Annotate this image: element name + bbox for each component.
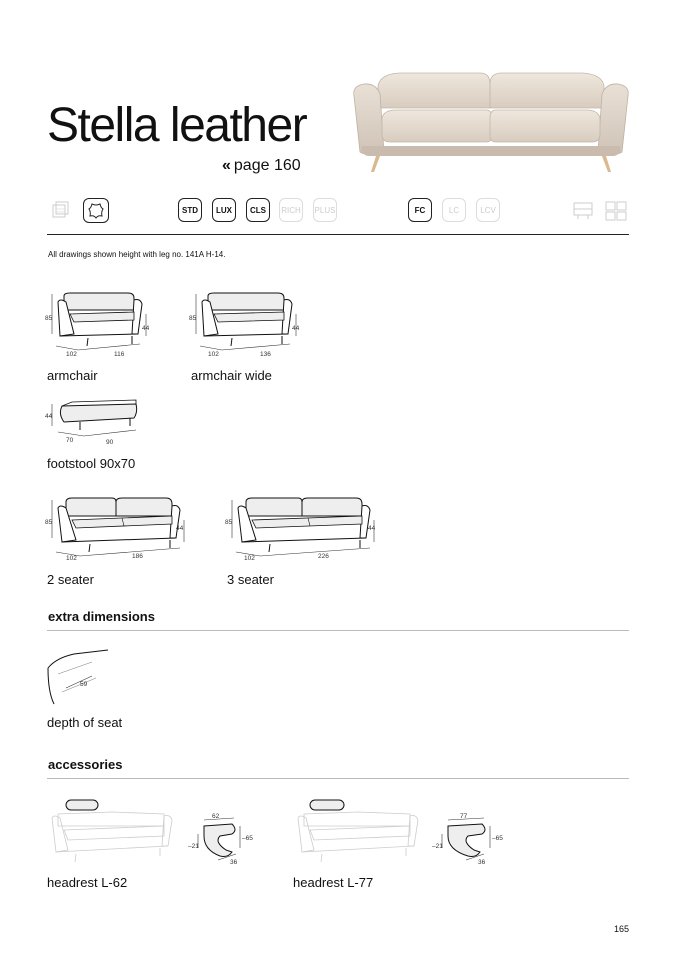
badge-lc: LC: [442, 198, 466, 222]
three-seater-seat-height: 44: [368, 525, 376, 532]
headrest-l62-height: –65: [242, 835, 253, 842]
badge-rich: RICH: [279, 198, 303, 222]
leather-hide-icon: [83, 198, 109, 223]
drawing-note: All drawings shown height with leg no. 141A H-14.: [48, 250, 226, 259]
badge-fc: FC: [408, 198, 432, 222]
header-divider: [47, 234, 629, 235]
armchair-depth: 102: [66, 351, 77, 358]
two-seater-depth: 102: [66, 555, 77, 562]
two-seater-drawing: [44, 494, 194, 564]
armchair-width: 116: [114, 351, 125, 358]
footstool-drawing: [44, 398, 144, 450]
armchair-label: armchair: [47, 368, 98, 383]
armchair-wide-width: 136: [260, 351, 271, 358]
headrest-l62-width: 62: [212, 813, 220, 820]
page-ref-arrows: «: [222, 157, 231, 174]
armchair-wide-seat-height: 44: [292, 325, 300, 332]
sofa-photo: [350, 66, 632, 176]
depth-of-seat-value: 59: [80, 681, 88, 688]
modules-icon: [603, 198, 629, 223]
extra-dimensions-divider: [47, 630, 629, 631]
footstool-label: footstool 90x70: [47, 456, 136, 471]
armchair-wide-height: 85: [189, 315, 197, 322]
footstool-depth: 70: [66, 437, 74, 444]
armchair-wide-label: armchair wide: [191, 368, 272, 383]
headrest-l62-sofa-drawing: [44, 796, 180, 866]
badge-lcv: LCV: [476, 198, 500, 222]
headrest-l77-height: –65: [492, 835, 503, 842]
headrest-l62-detail: [186, 812, 266, 868]
headrest-l77-detail: [432, 812, 516, 868]
headrest-l77-width: 77: [460, 813, 468, 820]
two-seater-width: 186: [132, 553, 143, 560]
armchair-drawing: [44, 290, 154, 358]
page-reference: [222, 156, 301, 176]
leather-sample-icon: [48, 198, 74, 223]
headrest-l77-depth: –21: [432, 843, 443, 850]
footstool-width: 90: [106, 439, 114, 446]
three-seater-depth: 102: [244, 555, 255, 562]
two-seater-seat-height: 44: [176, 525, 184, 532]
badge-std: STD: [178, 198, 202, 222]
armchair-wide-drawing: [188, 290, 308, 358]
badge-cls: CLS: [246, 198, 270, 222]
depth-of-seat-drawing: [44, 648, 114, 710]
three-seater-label: 3 seater: [227, 572, 274, 587]
armchair-height: 85: [45, 315, 53, 322]
two-seater-height: 85: [45, 519, 53, 526]
three-seater-width: 226: [318, 553, 329, 560]
armchair-seat-height: 44: [142, 325, 150, 332]
depth-of-seat-label: depth of seat: [47, 715, 123, 730]
headrest-l62-label: headrest L-62: [47, 875, 128, 890]
cover-icon: [570, 198, 596, 223]
badge-plus: PLUS: [313, 198, 337, 222]
headrest-l77-sofa-drawing: [290, 796, 426, 866]
accessories-heading: accessories: [48, 757, 123, 772]
footstool-height: 44: [45, 413, 53, 420]
headrest-l77-base: 36: [478, 859, 486, 866]
page-number: 165: [614, 924, 630, 934]
headrest-l62-depth: –21: [188, 843, 199, 850]
three-seater-drawing: [224, 494, 384, 564]
extra-dimensions-heading: extra dimensions: [48, 609, 155, 624]
accessories-divider: [47, 778, 629, 779]
page-ref-text: page 160: [233, 157, 301, 174]
headrest-l62-base: 36: [230, 859, 238, 866]
badge-lux: LUX: [212, 198, 236, 222]
page-title: Stella leather: [47, 99, 307, 152]
armchair-wide-depth: 102: [208, 351, 219, 358]
three-seater-height: 85: [225, 519, 233, 526]
headrest-l77-label: headrest L-77: [293, 875, 374, 890]
two-seater-label: 2 seater: [47, 572, 94, 587]
